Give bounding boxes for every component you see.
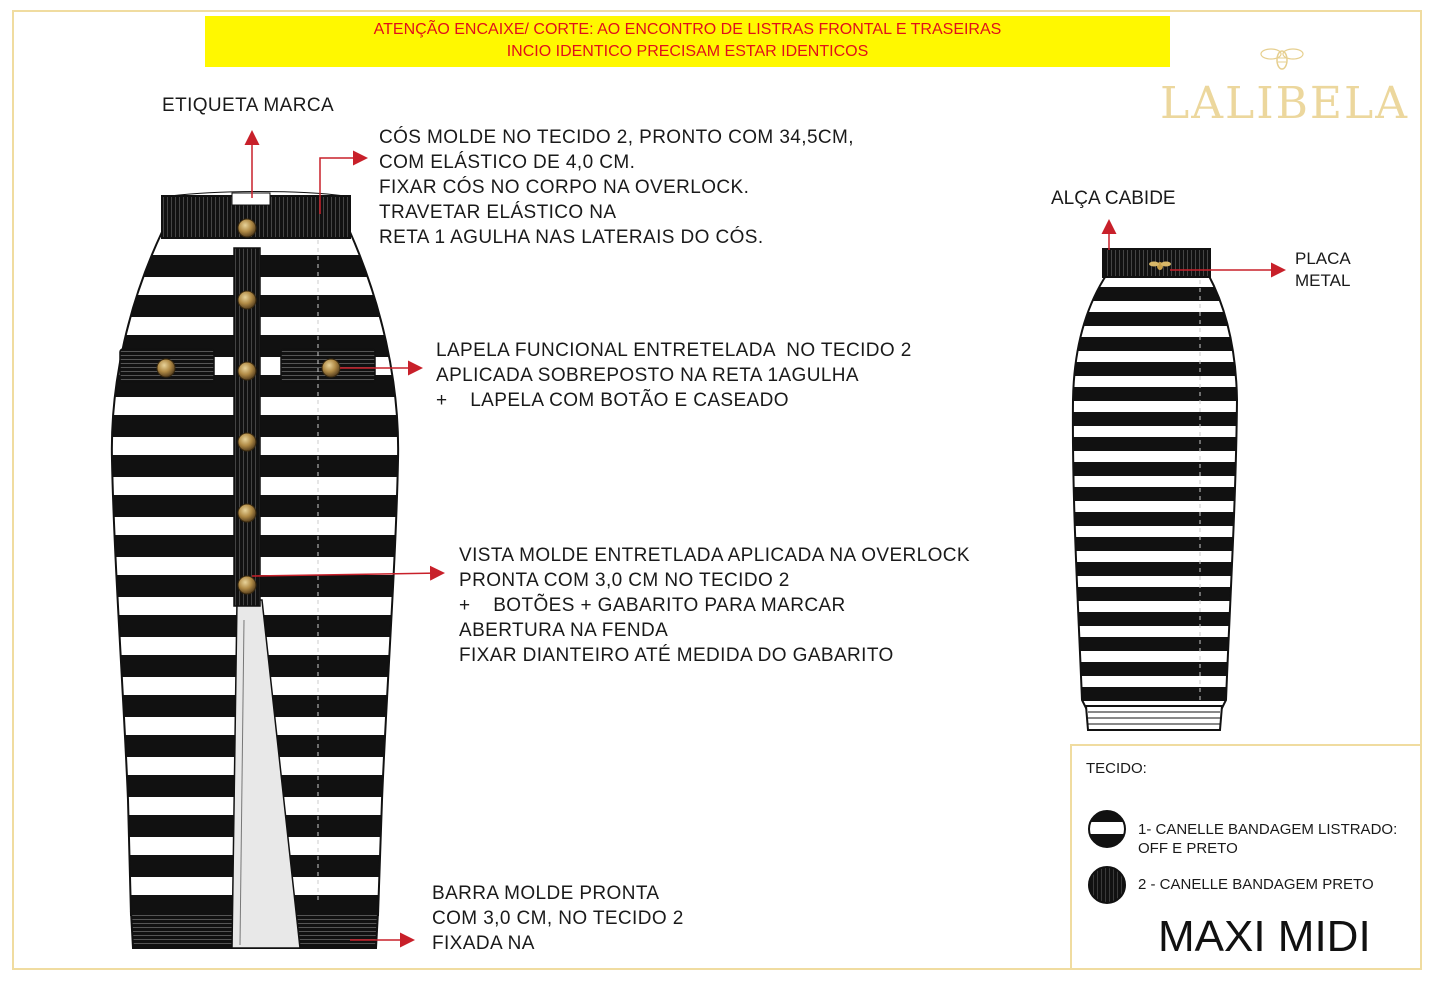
striped-fabric-swatch-icon — [1088, 810, 1126, 848]
note-vista-line: VISTA MOLDE ENTRETLADA APLICADA NA OVERLOCK — [459, 545, 971, 566]
note-vista-line: PRONTA COM 3,0 CM NO TECIDO 2 — [459, 570, 790, 591]
note-barra-line: COM 3,0 CM, NO TECIDO 2 — [432, 908, 684, 929]
note-cos-line: COM ELÁSTICO DE 4,0 CM. — [379, 152, 636, 173]
fabric-1-line: 1- CANELLE BANDAGEM LISTRADO: — [1138, 821, 1398, 838]
note-vista-line: ABERTURA NA FENDA — [459, 620, 669, 641]
note-lapela-line: APLICADA SOBREPOSTO NA RETA 1AGULHA — [436, 365, 859, 386]
placa-line: METAL — [1295, 271, 1351, 290]
note-barra-line: FIXADA NA — [432, 933, 535, 954]
banner-line-2: INCIO IDENTICO PRECISAM ESTAR IDENTICOS — [506, 43, 869, 60]
note-barra — [432, 881, 684, 956]
model-name: MAXI MIDI — [1158, 912, 1371, 961]
label-placa-metal — [1295, 248, 1351, 292]
note-vista-line: FIXAR DIANTEIRO ATÉ MEDIDA DO GABARITO — [459, 645, 894, 666]
back-skirt-body — [1073, 274, 1237, 708]
etiqueta-text: ETIQUETA MARCA — [162, 95, 335, 116]
note-cos-line: TRAVETAR ELÁSTICO NA — [379, 202, 617, 223]
note-vista — [459, 543, 970, 668]
button — [238, 576, 256, 594]
note-barra-line: BARRA MOLDE PRONTA — [432, 883, 660, 904]
black-fabric-swatch-icon — [1088, 866, 1126, 904]
button — [238, 433, 256, 451]
label-alca-cabide: ALÇA CABIDE — [1051, 188, 1176, 209]
note-cos-line: CÓS MOLDE NO TECIDO 2, PRONTO COM 34,5CM, — [379, 127, 854, 148]
note-cos-line: RETA 1 AGULHA NAS LATERAIS DO CÓS. — [379, 227, 764, 248]
fabric-2-label: 2 - CANELLE BANDAGEM PRETO — [1138, 876, 1374, 893]
back-skirt-sketch — [1073, 249, 1237, 730]
note-cos — [379, 125, 854, 250]
fabric-1-line: OFF E PRETO — [1138, 840, 1238, 857]
button — [157, 359, 175, 377]
fabric-legend — [1070, 744, 1422, 970]
button — [238, 291, 256, 309]
button — [238, 219, 256, 237]
button — [322, 359, 340, 377]
bee-icon — [1261, 49, 1303, 69]
banner-line-1: ATENÇÃO ENCAIXE/ CORTE: AO ENCONTRO DE LISTRAS FRONTAL E TRASEIRAS — [373, 21, 1002, 38]
note-cos-line: FIXAR CÓS NO CORPO NA OVERLOCK. — [379, 177, 750, 198]
button — [238, 362, 256, 380]
button — [238, 504, 256, 522]
fabric-1-label — [1138, 820, 1397, 858]
note-lapela-line: LAPELA FUNCIONAL ENTRETELADA NO TECIDO 2 — [436, 340, 912, 361]
brand-label-tag — [232, 193, 270, 205]
note-lapela-line: + LAPELA COM BOTÃO E CASEADO — [436, 390, 789, 411]
front-skirt-sketch — [112, 192, 398, 949]
note-vista-line: + BOTÕES + GABARITO PARA MARCAR — [459, 595, 846, 616]
note-lapela — [436, 338, 912, 413]
legend-title: TECIDO: — [1086, 760, 1147, 777]
label-etiqueta-marca — [162, 93, 334, 118]
brand-logo-text: LALIBELA — [1160, 78, 1410, 129]
placa-line: PLACA — [1295, 249, 1351, 268]
